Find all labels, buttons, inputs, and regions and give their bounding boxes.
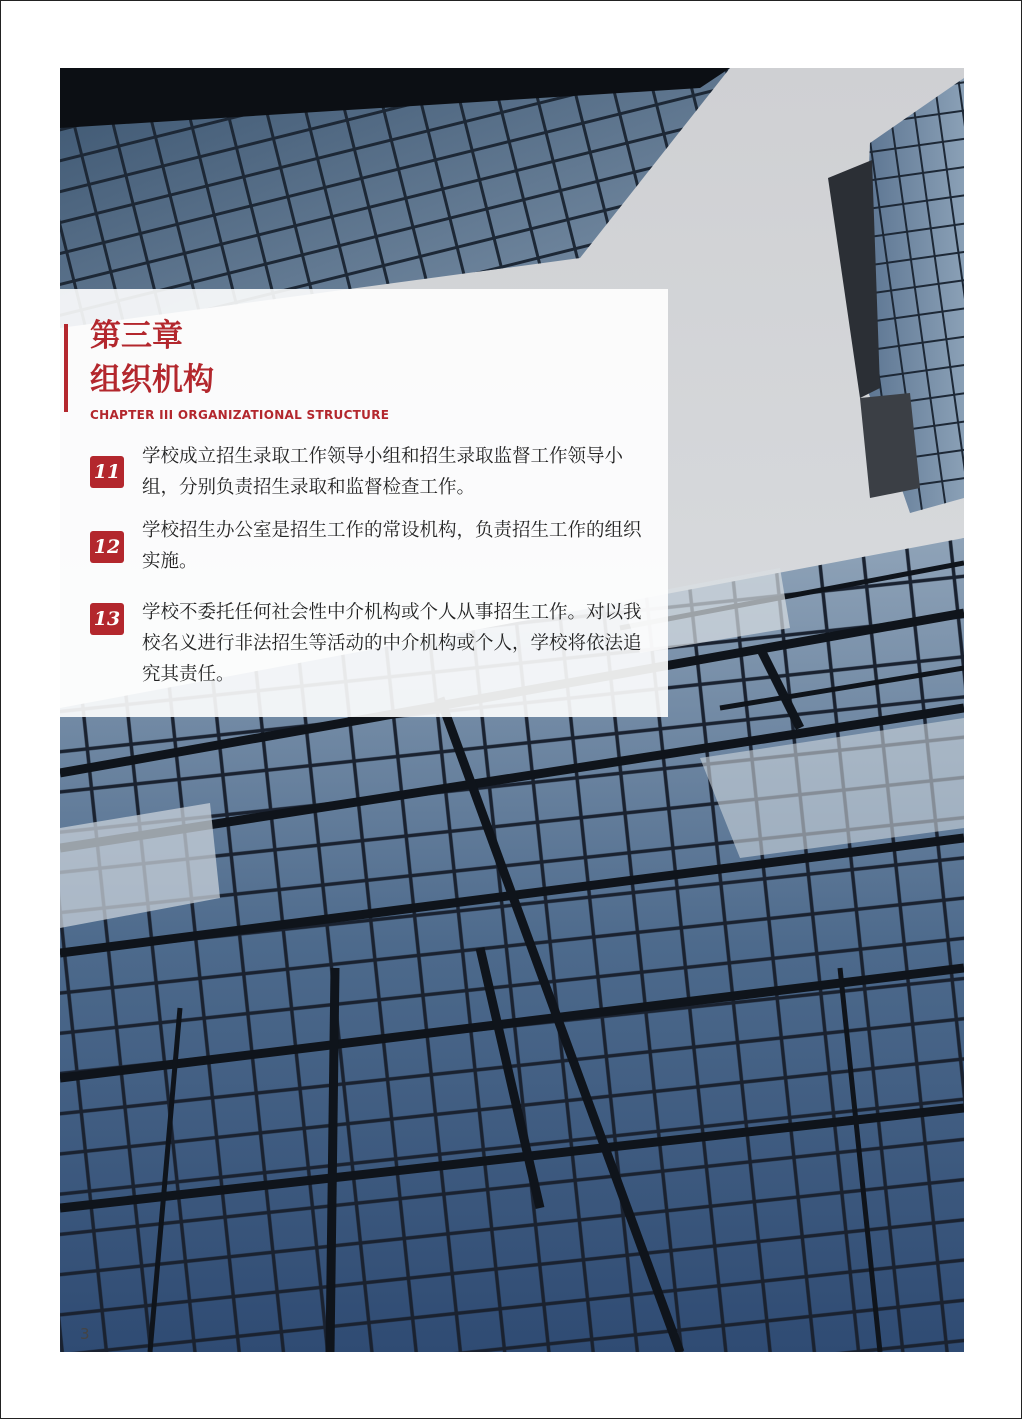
- chapter-number: 第三章: [90, 318, 183, 354]
- item-text: 学校不委托任何社会性中介机构或个人从事招生工作。对以我校名义进行非法招生等活动的中介机构或个人，学校将依法追究其责任。: [142, 602, 642, 685]
- item-number-badge: 12: [90, 531, 124, 563]
- chapter-subtitle: CHAPTER III ORGANIZATIONAL STRUCTURE: [90, 408, 390, 422]
- title-accent-bar: [64, 324, 68, 412]
- page-number: 3: [80, 1325, 90, 1343]
- chapter-title: [90, 314, 214, 402]
- item-number-badge: 11: [90, 456, 124, 488]
- item-number-badge: 13: [90, 603, 124, 635]
- item-text: 学校成立招生录取工作领导小组和招生录取监督工作领导小组，分别负责招生录取和监督检查工作。: [142, 446, 624, 498]
- chapter-name: 组织机构: [90, 362, 214, 398]
- item-text: 学校招生办公室是招生工作的常设机构，负责招生工作的组织实施。: [142, 520, 642, 572]
